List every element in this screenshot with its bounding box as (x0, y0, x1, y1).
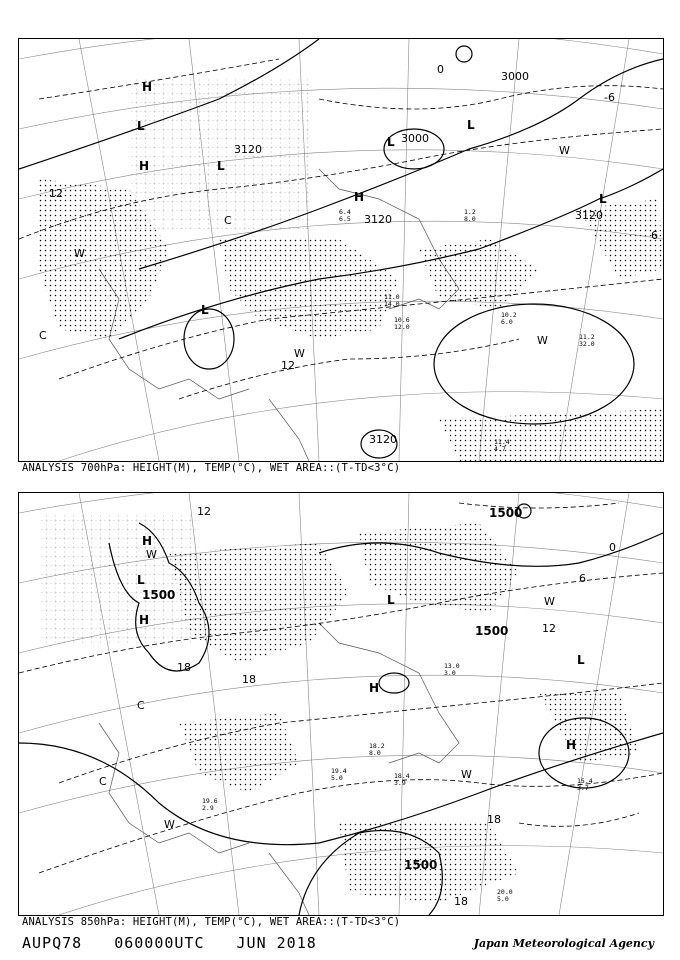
temperature-label: 18 (454, 895, 468, 908)
agency-name: Japan Meteorological Agency (473, 937, 654, 950)
obs-value: 18.4 (394, 772, 410, 780)
obs-value: 18.2 (369, 742, 385, 750)
warm-label: W (544, 595, 555, 608)
obs-value: 11.2 (579, 333, 595, 341)
obs-value: 10.6 (394, 316, 410, 324)
obs-value: 19.4 (331, 767, 347, 775)
temperature-label: 12 (49, 187, 63, 200)
obs-value: 32.0 (579, 340, 595, 348)
obs-value: 5.0 (331, 774, 343, 782)
chart-code: AUPQ78 (22, 934, 83, 952)
low-center: L (599, 192, 607, 206)
low-center: L (577, 653, 585, 667)
obs-value: 6.5 (339, 215, 351, 223)
map-850hpa (19, 493, 663, 915)
temperature-label: 12 (542, 622, 556, 635)
height-label: 3120 (369, 433, 397, 446)
low-center: L (201, 303, 209, 317)
height-label: 1500 (489, 506, 523, 520)
height-label: 3120 (575, 209, 603, 222)
obs-value: 3.9 (394, 779, 406, 787)
chart-id-line (22, 934, 339, 952)
low-center: L (467, 118, 475, 132)
obs-value: 3.7 (577, 784, 589, 792)
cold-label: C (39, 329, 47, 342)
temperature-label: 6 (651, 229, 658, 242)
obs-value: 19.6 (202, 797, 218, 805)
obs-value: 14.0 (384, 300, 400, 308)
temperature-label: 6 (579, 572, 586, 585)
obs-value: 4.7 (494, 445, 506, 453)
temperature-label: 12 (281, 359, 295, 372)
warm-label: W (294, 347, 305, 360)
obs-value: 15.4 (577, 777, 593, 785)
high-center: H (142, 80, 153, 94)
obs-value: 8.0 (464, 215, 476, 223)
obs-value: 5.0 (497, 895, 509, 903)
temperature-label: 18 (242, 673, 256, 686)
low-center: L (137, 573, 145, 587)
high-center: H (566, 738, 577, 752)
temperature-label: 18 (177, 661, 191, 674)
high-center: H (139, 159, 150, 173)
high-center: H (369, 681, 380, 695)
obs-value: 6.0 (501, 318, 513, 326)
obs-grid (129, 79, 309, 229)
high-center: H (139, 613, 150, 627)
warm-label: W (146, 548, 157, 561)
height-label: 3000 (501, 70, 529, 83)
height-label: 3120 (234, 143, 262, 156)
obs-value: 11.0 (384, 293, 400, 301)
obs-value: 20.0 (497, 888, 513, 896)
height-label: 3000 (401, 132, 429, 145)
height-label: 1500 (475, 624, 509, 638)
height-label: 1500 (142, 588, 176, 602)
low-center: L (387, 135, 395, 149)
valid-date: JUN 2018 (236, 934, 317, 952)
obs-value: 6.4 (339, 208, 351, 216)
chart-700hpa (18, 38, 664, 462)
high-center: H (354, 190, 365, 204)
high-center: H (142, 534, 153, 548)
cold-label: C (224, 214, 232, 227)
valid-time: 060000UTC (114, 934, 205, 952)
warm-label: W (461, 768, 472, 781)
warm-label: W (74, 247, 85, 260)
temperature-label: 0 (437, 63, 444, 76)
temperature-label: 0 (609, 541, 616, 554)
obs-value: 11.4 (494, 438, 510, 446)
obs-value: 10.2 (501, 311, 517, 319)
obs-value: 2.9 (202, 804, 214, 812)
temperature-label: 18 (487, 813, 501, 826)
low-center: L (137, 119, 145, 133)
chart-850hpa (18, 492, 664, 916)
obs-value: 8.0 (369, 749, 381, 757)
height-label: 3120 (364, 213, 392, 226)
warm-label: W (559, 144, 570, 157)
map-700hpa (19, 39, 663, 461)
caption-700hpa: ANALYSIS 700hPa: HEIGHT(M), TEMP(°C), WET AREA::(T-TD<3°C) (22, 462, 401, 474)
cold-label: C (99, 775, 107, 788)
caption-850hpa: ANALYSIS 850hPa: HEIGHT(M), TEMP(°C), WET AREA::(T-TD<3°C) (22, 916, 401, 928)
height-label: 1500 (404, 858, 438, 872)
warm-label: W (537, 334, 548, 347)
obs-value: 1.2 (464, 208, 476, 216)
low-center: L (387, 593, 395, 607)
cold-label: C (137, 699, 145, 712)
low-center: L (217, 159, 225, 173)
warm-label: W (164, 818, 175, 831)
obs-value: 12.0 (394, 323, 410, 331)
temperature-label: -6 (604, 91, 615, 104)
temperature-label: 12 (197, 505, 211, 518)
obs-value: 13.0 (444, 662, 460, 670)
obs-value: 3.0 (444, 669, 456, 677)
